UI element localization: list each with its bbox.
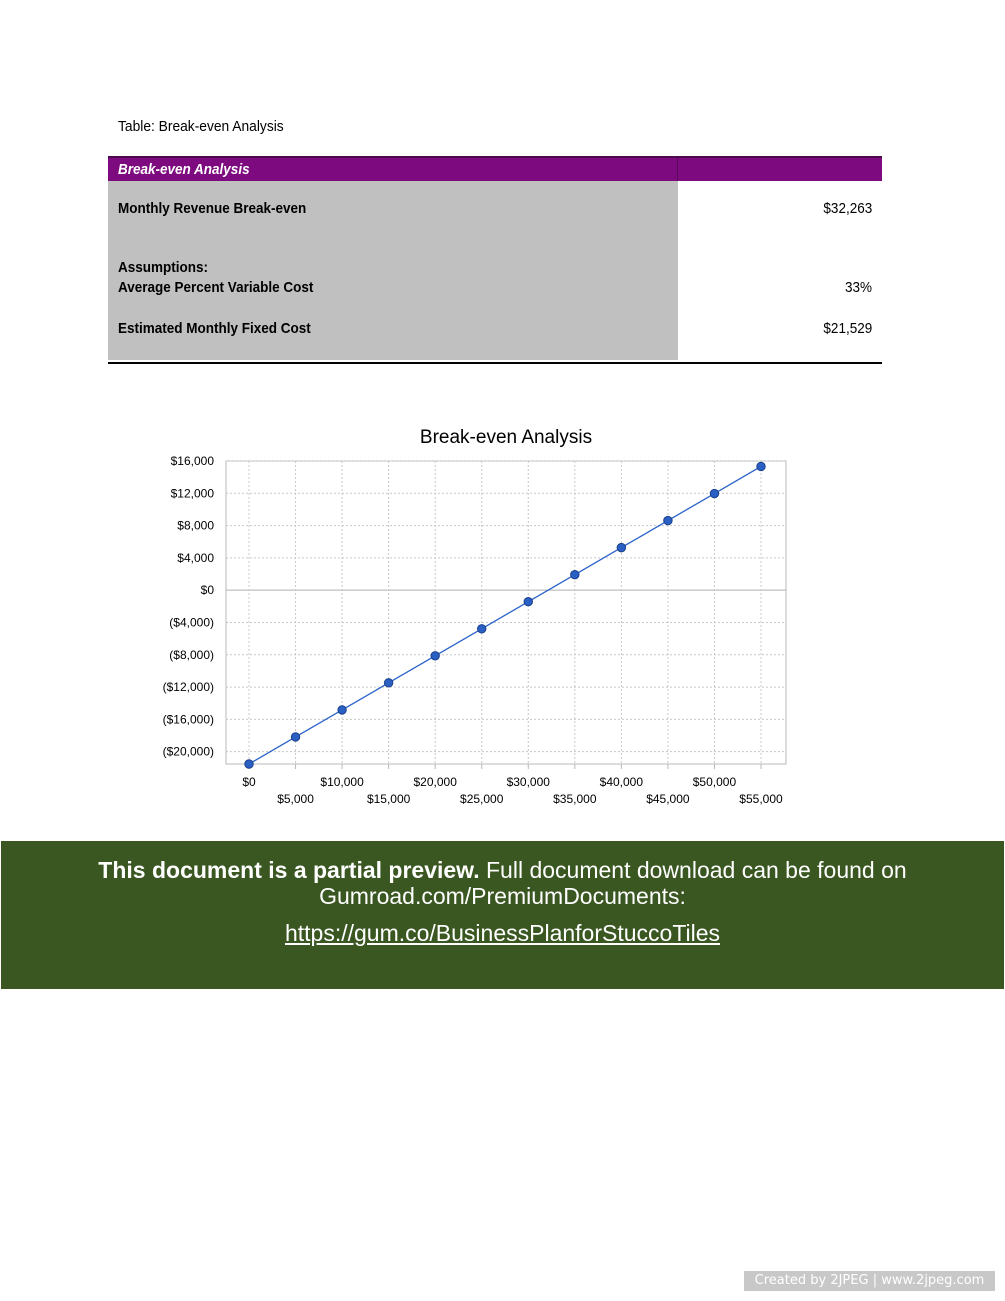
row-value-fixed-cost: $21,529 — [823, 320, 872, 337]
x-tick-label: $50,000 — [692, 775, 737, 789]
x-tick-label: $40,000 — [599, 775, 644, 789]
y-tick-label: ($12,000) — [162, 680, 214, 695]
break-even-table — [108, 156, 882, 364]
y-tick-label: $12,000 — [170, 486, 214, 501]
table-caption: Table: Break-even Analysis — [118, 118, 284, 135]
x-tick-label: $35,000 — [553, 792, 597, 806]
row-label-monthly-revenue: Monthly Revenue Break-even — [118, 200, 307, 217]
x-tick-label: $15,000 — [366, 792, 411, 806]
x-tick-label: $5,000 — [277, 792, 314, 806]
data-point — [710, 489, 718, 497]
y-tick-label: $16,000 — [170, 454, 214, 468]
data-point — [245, 760, 253, 768]
data-point — [757, 462, 765, 470]
y-tick-label: ($8,000) — [169, 647, 214, 662]
series-line — [249, 466, 761, 764]
banner-message — [1, 857, 1004, 909]
y-tick-label: ($4,000) — [169, 615, 214, 630]
data-point — [338, 706, 346, 714]
watermark: Created by 2JPEG | www.2jpeg.com — [744, 1271, 995, 1291]
y-tick-label: ($16,000) — [162, 712, 214, 727]
x-tick-label: $25,000 — [460, 792, 504, 806]
x-tick-label: $30,000 — [506, 775, 550, 789]
chart-title: Break-even Analysis — [419, 427, 593, 448]
banner-text-2: Gumroad.com/PremiumDocuments: — [319, 883, 686, 909]
row-value-monthly-revenue: $32,263 — [823, 200, 872, 217]
table-header-title: Break-even Analysis — [118, 161, 250, 178]
data-point — [478, 625, 486, 633]
data-point — [571, 570, 579, 578]
plot-area — [226, 461, 786, 764]
data-point — [384, 679, 392, 687]
table-header — [108, 156, 882, 181]
row-label-fixed-cost: Estimated Monthly Fixed Cost — [118, 320, 311, 337]
banner-bold-text: This document is a partial preview. — [98, 857, 480, 883]
x-tick-label: $55,000 — [739, 792, 783, 806]
x-tick-label: $45,000 — [646, 792, 690, 806]
x-tick-label: $20,000 — [413, 775, 457, 789]
preview-banner — [1, 841, 1004, 989]
x-tick-label: $10,000 — [320, 775, 364, 789]
x-tick-label: $0 — [242, 775, 256, 789]
banner-text: Full document download can be found on — [479, 857, 907, 883]
gumroad-link[interactable]: https://gum.co/BusinessPlanforStuccoTiles — [284, 920, 721, 946]
row-value-variable-cost: 33% — [844, 279, 872, 296]
data-point — [431, 652, 439, 660]
data-point — [291, 733, 299, 741]
y-tick-label: $4,000 — [177, 550, 214, 565]
y-tick-label: $8,000 — [177, 518, 214, 533]
y-tick-label: ($20,000) — [162, 744, 214, 759]
row-label-assumptions: Assumptions: — [118, 259, 209, 276]
y-tick-label: $0 — [200, 583, 214, 598]
row-label-variable-cost: Average Percent Variable Cost — [118, 279, 314, 296]
data-point — [664, 516, 672, 524]
data-point — [524, 598, 532, 606]
data-point — [617, 543, 625, 551]
header-divider — [677, 158, 678, 181]
